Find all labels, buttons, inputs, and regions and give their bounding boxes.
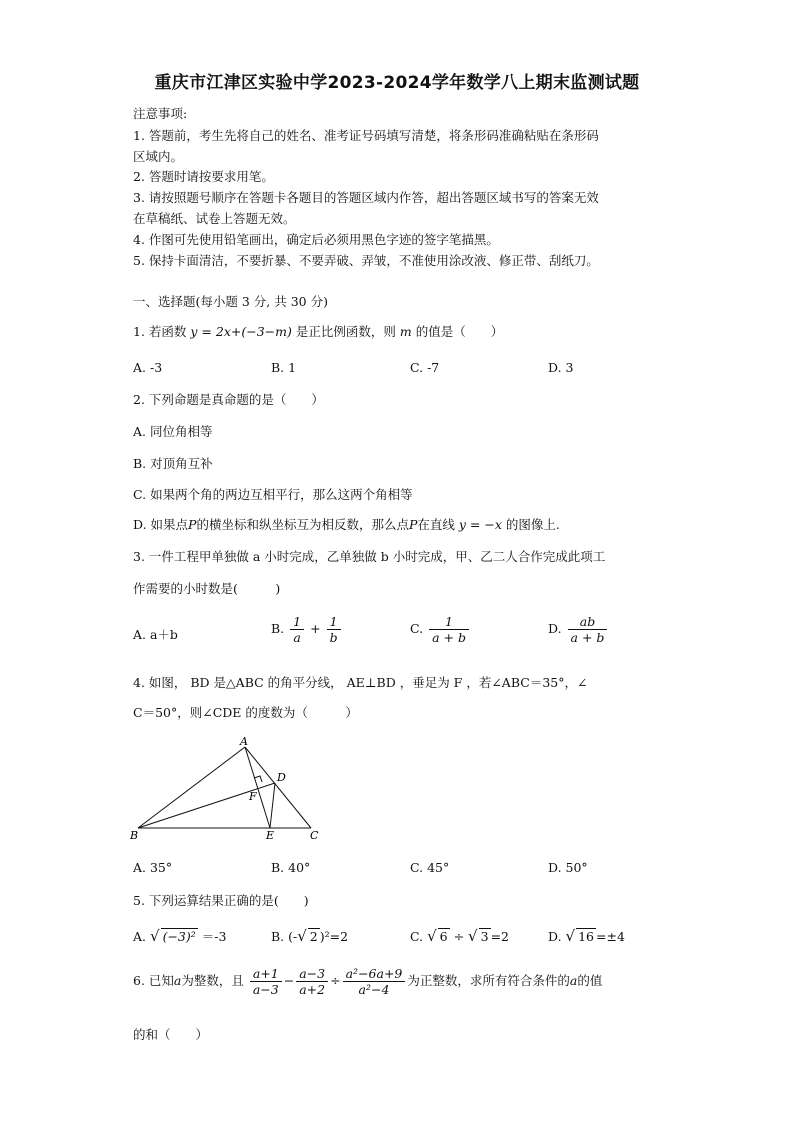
q1-prefix: 1. 若函数 xyxy=(133,324,187,339)
q1-option-b: B. 1 xyxy=(271,360,297,375)
fraction: $\frac{1}{a + b}$ xyxy=(429,614,469,645)
triangle-figure xyxy=(128,735,328,845)
q3-option-a: A. a＋b xyxy=(133,627,178,642)
q5-option-c xyxy=(410,927,509,945)
q5-option-d xyxy=(548,927,625,945)
sqrt-icon: √ xyxy=(468,927,478,945)
question-4-line2: C＝50°，则∠CDE 的度数为（ ） xyxy=(133,705,358,720)
q3-c-label: C. xyxy=(410,621,424,636)
q5-c-label: C. xyxy=(410,929,424,944)
q2-d-text: 在直线 xyxy=(417,517,455,532)
q2-d-point: P xyxy=(188,517,197,532)
notice-item: 在草稿纸、试卷上答题无效。 xyxy=(133,211,296,226)
q5-c-result: =2 xyxy=(490,929,509,944)
q5-b-label: B. (- xyxy=(271,929,298,944)
notice-item: 4. 作图可先使用铅笔画出，确定后必须用黑色字迹的签字笔描黑。 xyxy=(133,232,499,247)
q4-option-d: D. 50° xyxy=(548,860,588,875)
label-a: A xyxy=(240,735,248,748)
q1-middle: 是正比例函数，则 xyxy=(295,324,396,339)
fraction: $\frac{a+1}{a-3}$ xyxy=(250,966,282,997)
notice-item: 2. 答题时请按要求用笔。 xyxy=(133,169,274,184)
question-4-line1: 4. 如图， BD 是△ABC 的角平分线， AE⊥BD ，垂足为 F ，若∠ABC＝35°，∠ xyxy=(133,675,588,690)
q6-var: a xyxy=(173,973,182,988)
q6-text: 的值 xyxy=(577,973,603,988)
fraction: $\frac{1}{a}$ xyxy=(290,614,304,645)
q2-d-point: P xyxy=(408,517,418,532)
segment-ac xyxy=(245,747,311,828)
q1-formula: y = 2x+(−3−m) xyxy=(190,324,292,339)
q4-option-c: C. 45° xyxy=(410,860,450,875)
question-6-line1 xyxy=(133,966,602,997)
notice-heading: 注意事项: xyxy=(133,106,188,121)
q5-option-a xyxy=(133,927,226,945)
fraction: $\frac{1}{b}$ xyxy=(327,614,341,645)
q2-d-line-eq: y = −x xyxy=(458,517,502,532)
q2-d-text: 的横坐标和纵坐标互为相反数，那么点 xyxy=(196,517,409,532)
segment-ab xyxy=(138,747,245,828)
section-heading: 一、选择题(每小题 3 分, 共 30 分) xyxy=(133,294,328,309)
minus-sign: − xyxy=(283,973,295,988)
plus-sign: + xyxy=(310,621,321,636)
notice-item: 1. 答题前，考生先将自己的姓名、准考证号码填写清楚，将条形码准确粘贴在条形码 xyxy=(133,128,599,143)
q6-text: 为正整数，求所有符合条件的 xyxy=(407,973,570,988)
q2-option-b: B. 对顶角互补 xyxy=(133,456,213,471)
label-c: C xyxy=(310,829,319,842)
q2-option-a: A. 同位角相等 xyxy=(133,424,213,439)
exam-title: 重庆市江津区实验中学2023-2024学年数学八上期末监测试题 xyxy=(154,73,640,93)
q2-option-c: C. 如果两个角的两边互相平行，那么这两个角相等 xyxy=(133,487,413,502)
radicand: 16 xyxy=(578,929,595,944)
fraction: $\frac{\text{a²−6a+9}}{\text{a²−4}}$ xyxy=(343,966,406,997)
radicand: 3 xyxy=(480,929,489,944)
q3-option-b xyxy=(271,614,343,645)
q1-var: m xyxy=(399,324,412,339)
fraction: $\frac{ab}{a + b}$ xyxy=(568,614,608,645)
notice-item: 5. 保持卡面清洁，不要折暴、不要弄破、弄皱，不准使用涂改液、修正带、刮纸刀。 xyxy=(133,253,599,268)
question-6-line2: 的和（ ） xyxy=(133,1027,209,1042)
q2-option-d xyxy=(133,515,560,533)
label-e: E xyxy=(266,829,275,842)
sqrt-icon: √ xyxy=(150,927,160,945)
question-3-line1: 3. 一件工程甲单独做 a 小时完成，乙单独做 b 小时完成，甲、乙二人合作完成此项工 xyxy=(133,549,606,564)
q6-text: 为整数，且 xyxy=(181,973,244,988)
segment-ae xyxy=(245,747,270,828)
q3-b-label: B. xyxy=(271,621,285,636)
q3-option-d xyxy=(548,614,609,645)
q5-option-b xyxy=(271,927,348,945)
q2-d-text: 的图像上. xyxy=(505,517,560,532)
sqrt-icon: √ xyxy=(565,927,576,945)
q4-option-b: B. 40° xyxy=(271,860,311,875)
q6-text: 6. 已知 xyxy=(133,973,174,988)
sqrt-icon: √ xyxy=(297,927,307,945)
q1-suffix: 的值是（ ） xyxy=(415,324,504,339)
q5-d-label: D. xyxy=(548,929,562,944)
notice-item: 3. 请按照题号顺序在答题卡各题目的答题区域内作答，超出答题区域书写的答案无效 xyxy=(133,190,599,205)
q1-option-a: A. -3 xyxy=(133,360,163,375)
label-d: D xyxy=(277,771,286,784)
q5-a-label: A. xyxy=(133,929,147,944)
divide-sign: ÷ xyxy=(453,929,465,944)
divide-sign: ÷ xyxy=(330,973,341,988)
radicand: 2 xyxy=(309,929,318,944)
question-5: 5. 下列运算结果正确的是( ) xyxy=(133,893,309,908)
segment-de xyxy=(270,783,275,828)
q6-var: a xyxy=(569,973,578,988)
q1-option-d: D. 3 xyxy=(548,360,574,375)
radicand: 6 xyxy=(439,929,448,944)
question-1 xyxy=(133,322,503,340)
q5-d-result: =±4 xyxy=(596,929,625,944)
q3-option-c xyxy=(410,614,471,645)
q2-d-text: D. 如果点 xyxy=(133,517,189,532)
question-2: 2. 下列命题是真命题的是（ ） xyxy=(133,392,324,407)
sqrt-icon: √ xyxy=(427,927,437,945)
radicand: (−3)² xyxy=(162,929,196,944)
q1-option-c: C. -7 xyxy=(410,360,440,375)
label-b: B xyxy=(130,829,139,842)
question-3-line2: 作需要的小时数是( ) xyxy=(133,581,281,596)
q5-b-result: )²=2 xyxy=(319,929,349,944)
notice-item: 区域内。 xyxy=(133,149,184,164)
label-f: F xyxy=(249,790,257,803)
fraction: $\frac{a-3}{a+2}$ xyxy=(296,966,328,997)
q4-option-a: A. 35° xyxy=(133,860,173,875)
q3-d-label: D. xyxy=(548,621,562,636)
q5-a-result: ＝-3 xyxy=(201,929,227,944)
